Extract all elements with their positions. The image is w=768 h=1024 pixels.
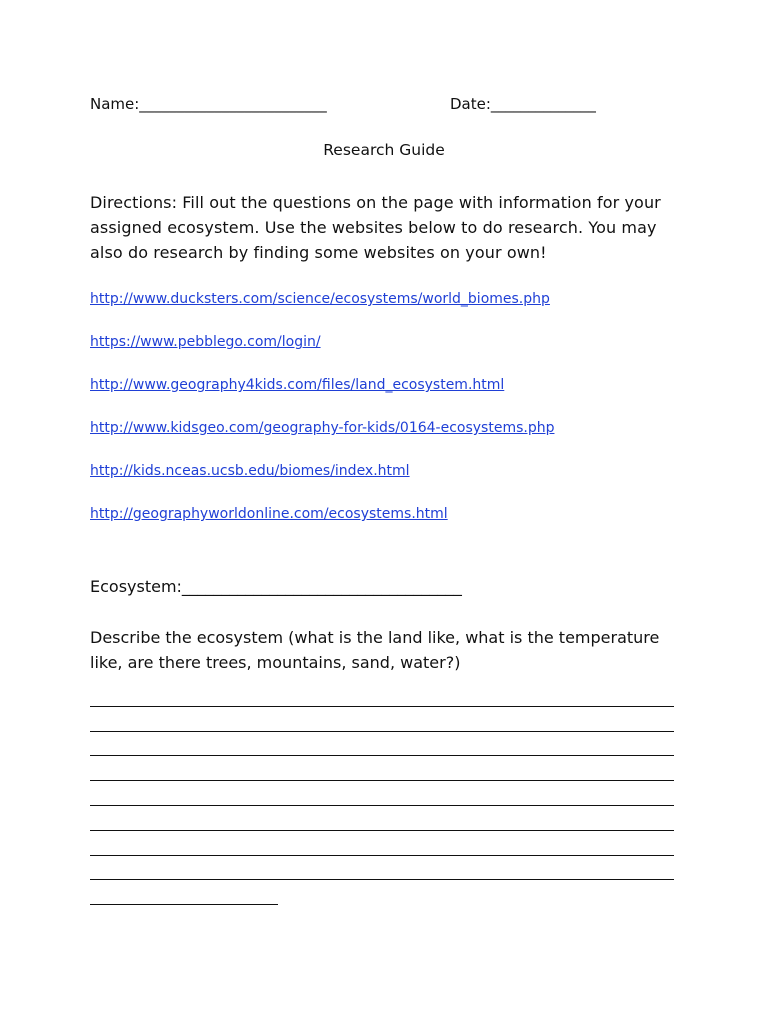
answer-line[interactable] [90, 856, 674, 881]
link-ducksters[interactable]: http://www.ducksters.com/science/ecosystems/world_biomes.php [90, 291, 550, 307]
ecosystem-field[interactable]: Ecosystem:___________________________________ [90, 577, 462, 596]
describe-question: Describe the ecosystem (what is the land like, what is the temperature like, are there trees, mountains, sand, water?) [90, 628, 660, 672]
answer-line[interactable] [90, 682, 674, 707]
answer-line[interactable] [90, 756, 674, 781]
link-geographyworldonline[interactable]: http://geographyworldonline.com/ecosystems.html [90, 506, 448, 522]
name-field[interactable]: Name:_________________________ [90, 95, 327, 113]
link-geography4kids[interactable]: http://www.geography4kids.com/files/land_ecosystem.html [90, 377, 505, 393]
link-item [90, 332, 710, 375]
resource-links-list [90, 289, 710, 547]
answer-area[interactable] [90, 682, 674, 905]
link-nceas-biomes[interactable]: http://kids.nceas.ucsb.edu/biomes/index.html [90, 463, 410, 479]
answer-line[interactable] [90, 781, 674, 806]
link-item [90, 504, 710, 547]
answer-line[interactable] [90, 707, 674, 732]
link-item [90, 375, 710, 418]
answer-line[interactable] [90, 806, 674, 831]
link-item [90, 418, 710, 461]
link-item [90, 289, 710, 332]
link-kidsgeo[interactable]: http://www.kidsgeo.com/geography-for-kids/0164-ecosystems.php [90, 420, 555, 436]
answer-line-short[interactable] [90, 880, 278, 905]
answer-line[interactable] [90, 831, 674, 856]
page-title: Research Guide [323, 141, 445, 159]
link-pebblego[interactable]: https://www.pebblego.com/login/ [90, 334, 321, 350]
date-field[interactable]: Date:______________ [450, 95, 596, 113]
link-item [90, 461, 710, 504]
directions-text: Directions: Fill out the questions on the page with information for your assigned ecosystem. Use the websites below to do research. You may also do research by finding some websites on your own! [90, 193, 661, 262]
answer-line[interactable] [90, 732, 674, 757]
